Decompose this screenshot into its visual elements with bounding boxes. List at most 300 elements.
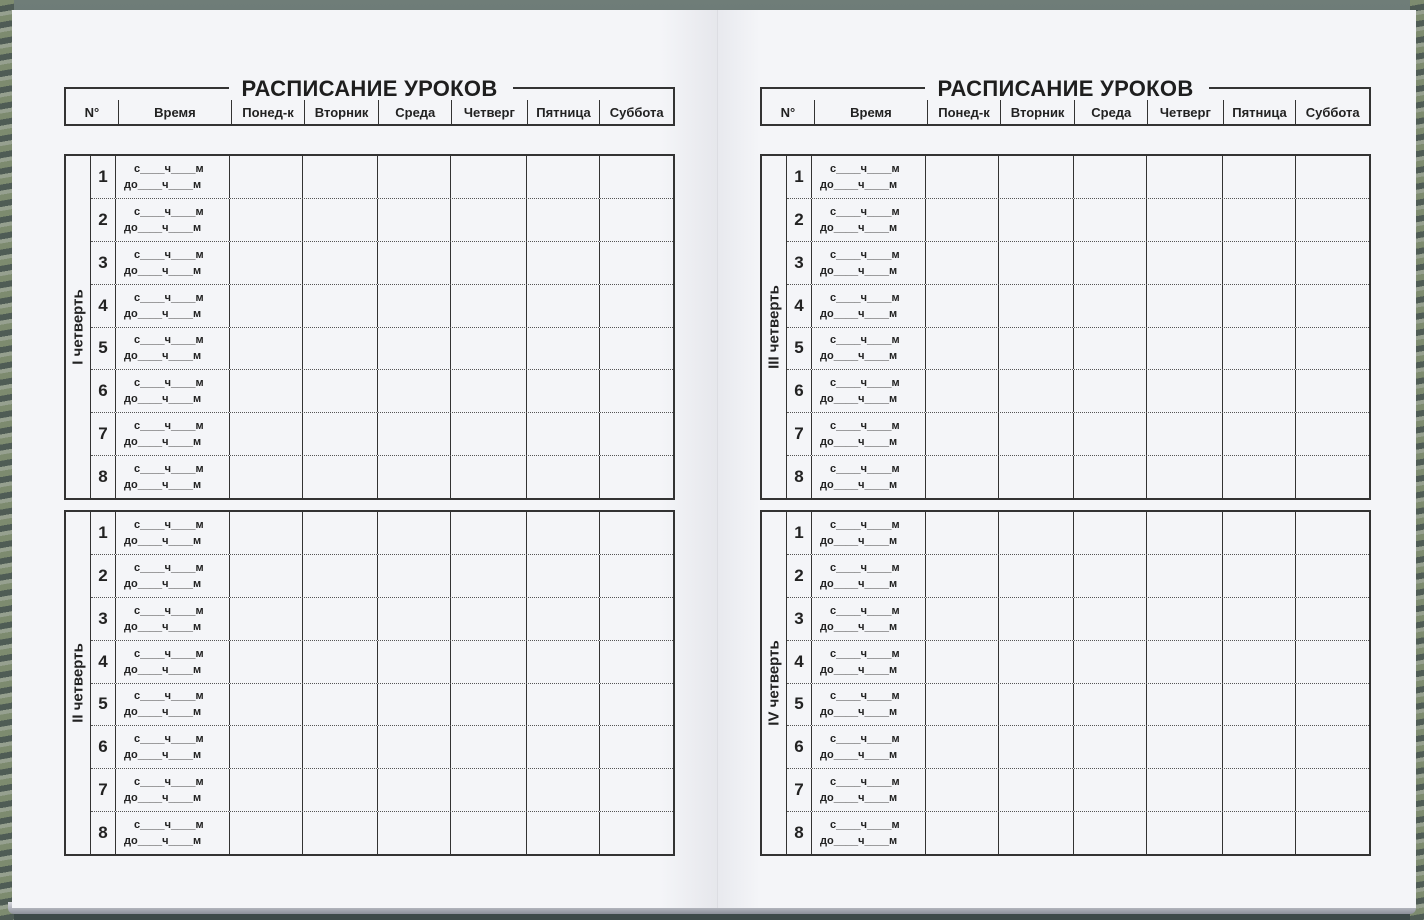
quarter-label: II четверть (69, 643, 87, 723)
time-from: с____ч____м (830, 819, 900, 832)
lesson-cell[interactable] (1296, 769, 1369, 811)
lesson-cell[interactable] (303, 812, 378, 854)
lesson-cell[interactable] (926, 370, 999, 412)
quarter-label-column (762, 512, 787, 854)
lesson-time (116, 555, 230, 597)
lesson-row (91, 641, 673, 684)
lesson-cell[interactable] (926, 598, 999, 640)
lesson-cell[interactable] (303, 285, 378, 327)
lesson-cell[interactable] (999, 641, 1074, 683)
lesson-cell[interactable] (1296, 370, 1369, 412)
lesson-number: 7 (91, 413, 116, 455)
lesson-cell[interactable] (451, 726, 527, 768)
lesson-row (91, 555, 673, 598)
quarter-label-column (762, 156, 787, 498)
lesson-cell[interactable] (1223, 598, 1296, 640)
lesson-cell[interactable] (1223, 285, 1296, 327)
time-to: до____ч____м (820, 534, 898, 547)
lesson-cell[interactable] (600, 199, 673, 241)
lesson-number: 1 (787, 156, 812, 198)
lesson-cell[interactable] (527, 199, 600, 241)
header-number: N° (66, 100, 119, 124)
lesson-cell[interactable] (600, 812, 673, 854)
lesson-number: 4 (91, 285, 116, 327)
lesson-cell[interactable] (600, 598, 673, 640)
lesson-cell[interactable] (378, 555, 451, 597)
time-to: до____ч____м (124, 307, 202, 320)
lesson-cell[interactable] (926, 285, 999, 327)
lesson-cell[interactable] (999, 555, 1074, 597)
header-time: Время (119, 100, 232, 124)
lesson-row (91, 199, 673, 242)
header-time: Время (815, 100, 928, 124)
lesson-cell[interactable] (1147, 512, 1223, 554)
header-day: Пятница (1224, 100, 1297, 124)
lesson-cell[interactable] (378, 285, 451, 327)
lesson-cell[interactable] (303, 413, 378, 455)
lesson-cell[interactable] (303, 555, 378, 597)
lesson-cell[interactable] (451, 370, 527, 412)
lesson-cell[interactable] (451, 413, 527, 455)
lesson-cell[interactable] (600, 413, 673, 455)
lesson-cell[interactable] (1223, 512, 1296, 554)
lesson-cell[interactable] (1147, 812, 1223, 854)
lesson-cell[interactable] (926, 456, 999, 498)
lesson-row (91, 328, 673, 371)
lesson-cell[interactable] (1074, 285, 1147, 327)
lesson-cell[interactable] (451, 328, 527, 370)
lesson-cell[interactable] (303, 156, 378, 198)
lesson-cell[interactable] (378, 726, 451, 768)
lesson-cell[interactable] (527, 812, 600, 854)
lesson-cell[interactable] (1296, 328, 1369, 370)
time-from: с____ч____м (830, 463, 900, 476)
lesson-cell[interactable] (999, 242, 1074, 284)
lesson-row (787, 413, 1369, 456)
lesson-cell[interactable] (1296, 456, 1369, 498)
lesson-time (812, 512, 926, 554)
lesson-cell[interactable] (527, 555, 600, 597)
lesson-cell[interactable] (1074, 641, 1147, 683)
lesson-cell[interactable] (230, 156, 303, 198)
lesson-time (116, 598, 230, 640)
lesson-cell[interactable] (1296, 156, 1369, 198)
lesson-cell[interactable] (1296, 285, 1369, 327)
lesson-row (91, 684, 673, 727)
lesson-cell[interactable] (230, 456, 303, 498)
lesson-cell[interactable] (1147, 328, 1223, 370)
lesson-cell[interactable] (527, 726, 600, 768)
lesson-cell[interactable] (1147, 684, 1223, 726)
lesson-cell[interactable] (600, 684, 673, 726)
quarter-block (64, 154, 675, 500)
time-from: с____ч____м (134, 518, 204, 531)
lesson-cell[interactable] (303, 242, 378, 284)
lesson-cell[interactable] (1074, 456, 1147, 498)
lesson-cell[interactable] (1223, 812, 1296, 854)
lesson-cell[interactable] (926, 555, 999, 597)
lesson-cell[interactable] (230, 555, 303, 597)
lesson-cell[interactable] (999, 413, 1074, 455)
time-from: с____ч____м (830, 162, 900, 175)
quarter-block (64, 510, 675, 856)
header-day: Четверг (452, 100, 528, 124)
lesson-cell[interactable] (999, 285, 1074, 327)
lesson-cell[interactable] (451, 285, 527, 327)
lesson-cell[interactable] (1147, 641, 1223, 683)
lesson-row (91, 156, 673, 199)
lesson-cell[interactable] (1296, 726, 1369, 768)
lesson-cell[interactable] (451, 684, 527, 726)
time-to: до____ч____м (820, 706, 898, 719)
lesson-cell[interactable] (451, 156, 527, 198)
lesson-cell[interactable] (230, 285, 303, 327)
lesson-row (787, 242, 1369, 285)
lesson-cell[interactable] (527, 242, 600, 284)
lesson-cell[interactable] (230, 199, 303, 241)
lesson-row (787, 328, 1369, 371)
lesson-number: 1 (91, 512, 116, 554)
lesson-cell[interactable] (230, 812, 303, 854)
lesson-cell[interactable] (230, 598, 303, 640)
lesson-cell[interactable] (926, 199, 999, 241)
lesson-cell[interactable] (451, 242, 527, 284)
lesson-cell[interactable] (999, 370, 1074, 412)
lesson-cell[interactable] (926, 726, 999, 768)
lesson-number: 2 (787, 555, 812, 597)
lesson-cell[interactable] (378, 812, 451, 854)
lesson-cell[interactable] (230, 684, 303, 726)
lesson-number: 3 (91, 242, 116, 284)
lesson-cell[interactable] (1296, 555, 1369, 597)
lesson-cell[interactable] (303, 769, 378, 811)
lesson-cell[interactable] (230, 512, 303, 554)
lesson-cell[interactable] (999, 598, 1074, 640)
lesson-cell[interactable] (926, 812, 999, 854)
lesson-cell[interactable] (1147, 769, 1223, 811)
lesson-time (812, 328, 926, 370)
lesson-cell[interactable] (378, 370, 451, 412)
right-page (718, 10, 1416, 908)
lesson-cell[interactable] (926, 769, 999, 811)
title-row (64, 76, 675, 100)
lesson-cell[interactable] (999, 456, 1074, 498)
time-to: до____ч____м (124, 792, 202, 805)
quarter-label-column (66, 156, 91, 498)
lesson-cell[interactable] (1223, 199, 1296, 241)
lesson-cell[interactable] (303, 456, 378, 498)
lesson-row (787, 512, 1369, 555)
lesson-number: 7 (91, 769, 116, 811)
lesson-cell[interactable] (600, 512, 673, 554)
lesson-cell[interactable] (1074, 328, 1147, 370)
lesson-cell[interactable] (527, 413, 600, 455)
lesson-cell[interactable] (230, 726, 303, 768)
left-page (12, 10, 718, 908)
time-from: с____ч____м (134, 819, 204, 832)
lesson-cell[interactable] (303, 199, 378, 241)
lesson-cell[interactable] (1074, 769, 1147, 811)
lesson-cell[interactable] (303, 641, 378, 683)
lesson-cell[interactable] (1296, 641, 1369, 683)
lesson-cell[interactable] (378, 199, 451, 241)
lesson-cell[interactable] (527, 641, 600, 683)
time-from: с____ч____м (830, 690, 900, 703)
lesson-cell[interactable] (999, 199, 1074, 241)
lesson-cell[interactable] (378, 242, 451, 284)
lesson-cell[interactable] (378, 456, 451, 498)
lesson-row (91, 598, 673, 641)
lesson-cell[interactable] (1223, 413, 1296, 455)
lesson-cell[interactable] (600, 242, 673, 284)
lesson-cell[interactable] (600, 156, 673, 198)
time-to: до____ч____м (124, 479, 202, 492)
lesson-cell[interactable] (1296, 598, 1369, 640)
lesson-cell[interactable] (230, 242, 303, 284)
time-to: до____ч____м (820, 436, 898, 449)
lesson-cell[interactable] (926, 242, 999, 284)
lesson-number: 6 (787, 370, 812, 412)
lesson-time (116, 812, 230, 854)
lesson-cell[interactable] (1147, 285, 1223, 327)
lesson-cell[interactable] (1074, 812, 1147, 854)
header-day: Суббота (1305, 104, 1360, 120)
lesson-cell[interactable] (1147, 598, 1223, 640)
lesson-cell[interactable] (230, 413, 303, 455)
lesson-cell[interactable] (600, 555, 673, 597)
lesson-cell[interactable] (926, 641, 999, 683)
lesson-cell[interactable] (926, 684, 999, 726)
lesson-row (91, 413, 673, 456)
lesson-cell[interactable] (378, 684, 451, 726)
lesson-cell[interactable] (1074, 555, 1147, 597)
lesson-cell[interactable] (1074, 726, 1147, 768)
lesson-cell[interactable] (378, 413, 451, 455)
lesson-number: 4 (91, 641, 116, 683)
header-day: Понед-к (928, 100, 1001, 124)
lesson-cell[interactable] (1074, 684, 1147, 726)
lesson-cell[interactable] (999, 328, 1074, 370)
lesson-cell[interactable] (926, 156, 999, 198)
lesson-time (116, 242, 230, 284)
lesson-number: 8 (91, 456, 116, 498)
lesson-cell[interactable] (451, 769, 527, 811)
lesson-cell[interactable] (1147, 370, 1223, 412)
lesson-cell[interactable] (527, 598, 600, 640)
time-from: с____ч____м (830, 248, 900, 261)
lesson-cell[interactable] (1223, 456, 1296, 498)
lesson-cell[interactable] (999, 769, 1074, 811)
lesson-cell[interactable] (230, 641, 303, 683)
header-day: Пятница (528, 100, 601, 124)
quarter-block (760, 510, 1371, 856)
time-from: с____ч____м (134, 248, 204, 261)
time-to: до____ч____м (124, 749, 202, 762)
header-day: Среда (379, 100, 452, 124)
time-to: до____ч____м (124, 393, 202, 406)
time-to: до____ч____м (124, 835, 202, 848)
lesson-number: 5 (91, 328, 116, 370)
time-from: с____ч____м (830, 377, 900, 390)
header-day: Суббота (609, 104, 664, 120)
lesson-cell[interactable] (303, 512, 378, 554)
lesson-cell[interactable] (1074, 156, 1147, 198)
time-from: с____ч____м (134, 377, 204, 390)
lesson-number: 5 (787, 328, 812, 370)
lesson-number: 3 (91, 598, 116, 640)
time-to: до____ч____м (124, 264, 202, 277)
lesson-cell[interactable] (378, 598, 451, 640)
lesson-cell[interactable] (1074, 512, 1147, 554)
time-to: до____ч____м (820, 393, 898, 406)
lesson-cell[interactable] (999, 512, 1074, 554)
lesson-cell[interactable] (600, 769, 673, 811)
lesson-cell[interactable] (1296, 242, 1369, 284)
lesson-cell[interactable] (230, 370, 303, 412)
lesson-cell[interactable] (527, 684, 600, 726)
lesson-cell[interactable] (999, 156, 1074, 198)
lesson-cell[interactable] (1223, 641, 1296, 683)
time-from: с____ч____м (134, 420, 204, 433)
lesson-row (91, 726, 673, 769)
time-to: до____ч____м (820, 178, 898, 191)
lesson-cell[interactable] (451, 512, 527, 554)
time-from: с____ч____м (830, 334, 900, 347)
lesson-cell[interactable] (1223, 726, 1296, 768)
lesson-number: 5 (787, 684, 812, 726)
lesson-cell[interactable] (1223, 242, 1296, 284)
lesson-time (116, 641, 230, 683)
page-title: РАСПИСАНИЕ УРОКОВ (241, 76, 498, 101)
time-to: до____ч____м (124, 534, 202, 547)
lesson-cell[interactable] (999, 726, 1074, 768)
lesson-cell[interactable] (378, 512, 451, 554)
lesson-cell[interactable] (1223, 370, 1296, 412)
lesson-number: 6 (91, 726, 116, 768)
lesson-cell[interactable] (451, 199, 527, 241)
lesson-cell[interactable] (451, 812, 527, 854)
lesson-time (116, 328, 230, 370)
lesson-cell[interactable] (527, 328, 600, 370)
lesson-cell[interactable] (926, 512, 999, 554)
lesson-cell[interactable] (378, 769, 451, 811)
lesson-cell[interactable] (527, 769, 600, 811)
lesson-cell[interactable] (451, 641, 527, 683)
lesson-cell[interactable] (378, 328, 451, 370)
lesson-time (116, 413, 230, 455)
lesson-cell[interactable] (1223, 684, 1296, 726)
lesson-row (787, 555, 1369, 598)
lesson-cell[interactable] (230, 769, 303, 811)
lesson-cell[interactable] (378, 641, 451, 683)
lesson-cell[interactable] (600, 370, 673, 412)
lesson-cell[interactable] (230, 328, 303, 370)
time-from: с____ч____м (134, 733, 204, 746)
lesson-cell[interactable] (1147, 413, 1223, 455)
lesson-cell[interactable] (1074, 199, 1147, 241)
lesson-cell[interactable] (1147, 242, 1223, 284)
lesson-cell[interactable] (1296, 512, 1369, 554)
lesson-cell[interactable] (527, 285, 600, 327)
lesson-cell[interactable] (600, 285, 673, 327)
header-day: Понед-к (232, 100, 305, 124)
lesson-cell[interactable] (303, 684, 378, 726)
lesson-cell[interactable] (1147, 456, 1223, 498)
time-to: до____ч____м (820, 749, 898, 762)
lesson-cell[interactable] (1296, 684, 1369, 726)
lesson-cell[interactable] (926, 413, 999, 455)
lesson-cell[interactable] (600, 641, 673, 683)
lesson-cell[interactable] (1147, 199, 1223, 241)
lesson-cell[interactable] (303, 726, 378, 768)
lesson-cell[interactable] (1296, 413, 1369, 455)
time-to: до____ч____м (124, 178, 202, 191)
lesson-cell[interactable] (527, 370, 600, 412)
lesson-cell[interactable] (1223, 328, 1296, 370)
lesson-cell[interactable] (451, 555, 527, 597)
lesson-cell[interactable] (600, 726, 673, 768)
lesson-cell[interactable] (1147, 726, 1223, 768)
lesson-time (116, 726, 230, 768)
lesson-cell[interactable] (1296, 199, 1369, 241)
lesson-cell[interactable] (451, 456, 527, 498)
lesson-cell[interactable] (1223, 156, 1296, 198)
lesson-number: 6 (787, 726, 812, 768)
time-from: с____ч____м (134, 463, 204, 476)
time-from: с____ч____м (134, 334, 204, 347)
lesson-cell[interactable] (1223, 769, 1296, 811)
lesson-cell[interactable] (378, 156, 451, 198)
lesson-cell[interactable] (999, 812, 1074, 854)
lesson-cell[interactable] (303, 598, 378, 640)
lesson-cell[interactable] (527, 156, 600, 198)
lesson-cell[interactable] (1074, 413, 1147, 455)
lesson-time (812, 285, 926, 327)
lesson-row (787, 370, 1369, 413)
lesson-row (91, 242, 673, 285)
lesson-cell[interactable] (1147, 555, 1223, 597)
time-to: до____ч____м (820, 577, 898, 590)
lesson-cell[interactable] (1074, 242, 1147, 284)
time-from: с____ч____м (134, 291, 204, 304)
lesson-row (91, 285, 673, 328)
lesson-cell[interactable] (1147, 156, 1223, 198)
lesson-cell[interactable] (600, 456, 673, 498)
quarter-label-column (66, 512, 91, 854)
page-title: РАСПИСАНИЕ УРОКОВ (937, 76, 1194, 101)
lesson-cell[interactable] (1074, 370, 1147, 412)
lesson-cell[interactable] (303, 328, 378, 370)
lesson-cell[interactable] (303, 370, 378, 412)
lesson-cell[interactable] (1223, 555, 1296, 597)
lesson-row (91, 769, 673, 812)
lesson-cell[interactable] (999, 684, 1074, 726)
lesson-cell[interactable] (1296, 812, 1369, 854)
lesson-cell[interactable] (527, 512, 600, 554)
time-from: с____ч____м (830, 776, 900, 789)
lesson-time (812, 769, 926, 811)
lesson-number: 3 (787, 598, 812, 640)
lesson-cell[interactable] (1074, 598, 1147, 640)
header-day: Среда (1075, 100, 1148, 124)
lesson-cell[interactable] (926, 328, 999, 370)
time-to: до____ч____м (820, 835, 898, 848)
lesson-row (787, 684, 1369, 727)
lesson-cell[interactable] (527, 456, 600, 498)
lesson-cell[interactable] (600, 328, 673, 370)
lesson-cell[interactable] (451, 598, 527, 640)
lesson-time (812, 641, 926, 683)
